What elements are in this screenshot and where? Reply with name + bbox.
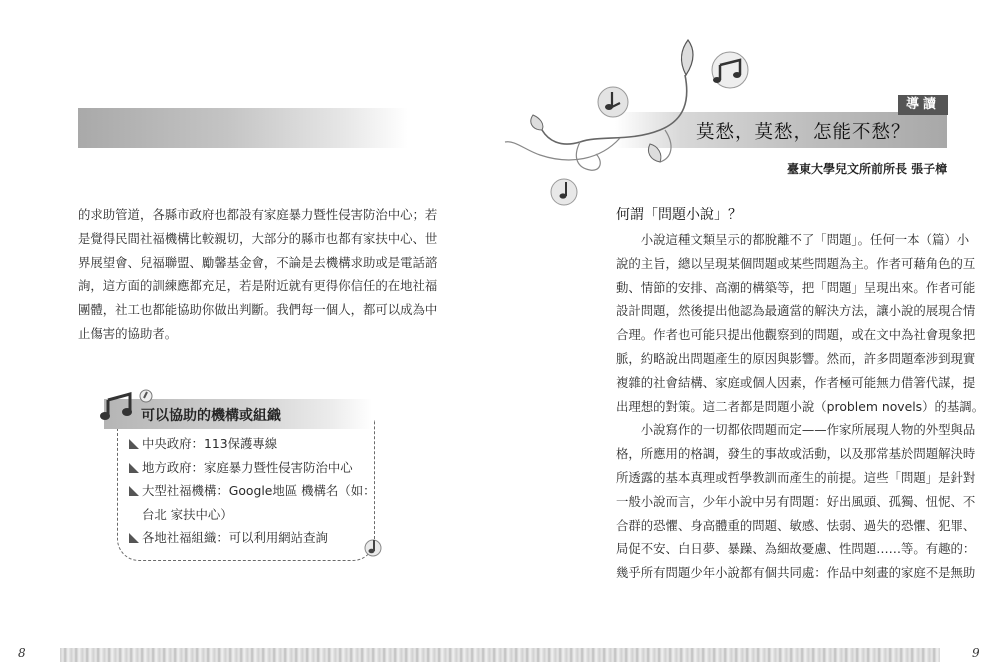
body-line: 的求助管道，各縣市政府也都設有家庭暴力暨性侵害防治中心；若 [78,207,438,222]
body-line: 小說這種文類呈示的都脫離不了「問題」。任何一本（篇）小 [616,232,970,247]
body-line: 合理。作者也可能只提出他觀察到的問題，或在文中為社會現象把 [616,327,976,343]
callout-title: 可以協助的機構或組織 [141,408,281,424]
body-line: 界展望會、兒福聯盟、勵馨基金會，不論是去機構求助或是電話諮 [78,254,438,270]
footer-band [60,648,940,662]
triangle-bullet-icon [129,486,139,496]
list-item: 大型社福機構：Google地區 機構名（如： [129,479,369,503]
body-line: 設計問題，然後提出他認為最適當的解決方法，讓小說的展現合情 [616,303,976,319]
body-line: 一般小說而言，少年小說中另有問題：好出風頭、孤獨、忸怩、不 [616,493,976,509]
section-heading: 何謂「問題小說」？ [616,207,742,223]
triangle-bullet-icon [129,439,139,449]
body-line: 止傷害的協助者。 [78,325,178,341]
list-item: 中央政府：113保護專線 [129,432,369,456]
body-line: 小說寫作的一切都依問題而定——作家所展現人物的外型與品 [616,422,976,438]
body-line: 格，所應用的格調，發生的事故或活動，以及那常基於問題解決時 [616,446,976,462]
body-line: 所透露的基本真理或哲學教訓而產生的前提。這些「問題」是針對 [616,469,976,485]
body-line: 詢，這方面的訓練應都充足，若是附近就有更得你信任的在地社福 [78,278,438,294]
page-number-left: 8 [18,646,26,660]
body-line: 團體，社工也都能協助你做出判斷。我們每一個人，都可以成為中 [78,302,438,318]
intro-badge: 導讀 [898,95,948,115]
list-item: 各地社福組織：可以利用網站查詢 [129,526,369,550]
body-line: 合群的恐懼、身高體重的問題、敏感、怯弱、過失的恐懼、犯罪、 [616,517,976,533]
left-header-bar [78,108,408,148]
list-item: 地方政府：家庭暴力暨性侵害防治中心 [129,456,369,480]
callout-list [129,432,376,550]
body-line: 局促不安、白日夢、暴躁、為細故憂慮、性問題……等。有趣的： [616,541,976,557]
body-line: 幾乎所有問題少年小說都有個共同處：作品中刻畫的家庭不是無助 [616,565,976,581]
body-line: 說的主旨，總以呈現某個問題或某些問題為主。作者可藉角色的互 [616,255,976,271]
music-note-icon [364,536,382,558]
page-number-right: 9 [972,646,980,660]
triangle-bullet-icon [129,463,139,473]
right-body-text [616,228,985,585]
list-item: 台北 家扶中心） [142,506,233,522]
page-title: 莫愁，莫愁，怎能不愁？ [696,122,911,143]
triangle-bullet-icon [129,533,139,543]
body-line: 脈，約略說出問題產生的原因與影響。然而，許多問題牽涉到現實 [616,350,976,366]
body-line: 動、情節的安排、高潮的構築等，把「問題」呈現出來。作者可能 [616,279,976,295]
author-line: 臺東大學兒文所前所長 張子樟 [787,162,948,176]
body-line: 是覺得民間社福機構比較親切，大部分的縣市也都有家扶中心、世 [78,230,438,246]
body-line: 複雜的社會結構、家庭或個人因素，作者極可能無力借箸代謀，提 [616,374,976,390]
left-body-text [78,203,438,346]
body-line: 出理想的對策。這二者都是問題小說（problem novels）的基調。 [616,398,985,414]
